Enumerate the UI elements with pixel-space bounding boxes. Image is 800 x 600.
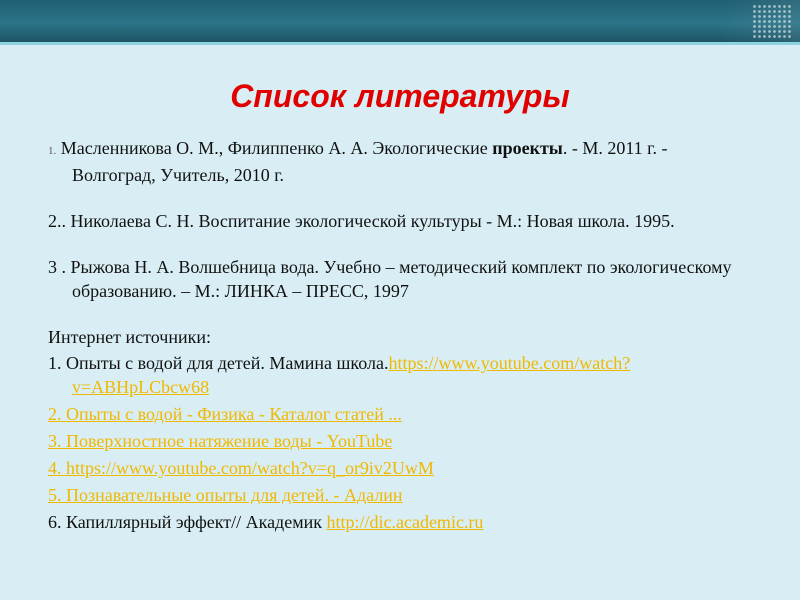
reference-number: 1. (48, 145, 57, 157)
reference-bold-word: проекты (492, 138, 563, 158)
internet-item-1 (48, 351, 748, 399)
internet-sources-heading: Интернет источники: (48, 327, 211, 347)
reference-item-1 (48, 136, 748, 187)
internet-item-2 (48, 402, 748, 426)
internet-item-text: 1. Опыты с водой для детей. Мамина школа. (48, 353, 389, 373)
internet-item-4 (48, 456, 748, 480)
reference-item-2: 2.. Николаева С. Н. Воспитание экологической культуры - М.: Новая школа. 1995. (48, 211, 675, 231)
internet-link-6[interactable]: http://dic.academic.ru (326, 512, 484, 532)
internet-link-2[interactable]: 2. Опыты с водой - Физика - Каталог статей ... (48, 404, 402, 424)
header-band (0, 0, 800, 42)
slide-title: Список литературы (230, 78, 570, 114)
internet-item-5 (48, 483, 748, 507)
internet-link-3[interactable]: 3. Поверхностное натяжение воды - YouTube (48, 431, 393, 451)
internet-item-3 (48, 429, 748, 453)
reference-text: Масленникова О. М., Филиппенко А. А. Экологические (60, 138, 493, 158)
reference-text-tail: . - М. 2011 г. - Волгоград, Учитель, 2010 г. (72, 138, 668, 185)
internet-link-1[interactable]: https://www.youtube.com/watch?v=ABHpLCbcw68 (72, 353, 631, 397)
accent-line (0, 42, 800, 45)
internet-link-5[interactable]: 5. Познавательные опыты для детей. - Адалин (48, 485, 403, 505)
internet-link-4[interactable]: 4. https://www.youtube.com/watch?v=q_or9iv2UwM (48, 458, 434, 478)
dot-pattern-icon (752, 4, 792, 38)
internet-item-6 (48, 510, 748, 534)
references-list (48, 136, 748, 537)
internet-item-text: 6. Капиллярный эффект// Академик (48, 512, 327, 532)
reference-item-3: 3 . Рыжова Н. А. Волшебница вода. Учебно – методический комплект по экологическому образованию. – М.: ЛИНКА – ПРЕСС, 1997 (48, 257, 732, 301)
